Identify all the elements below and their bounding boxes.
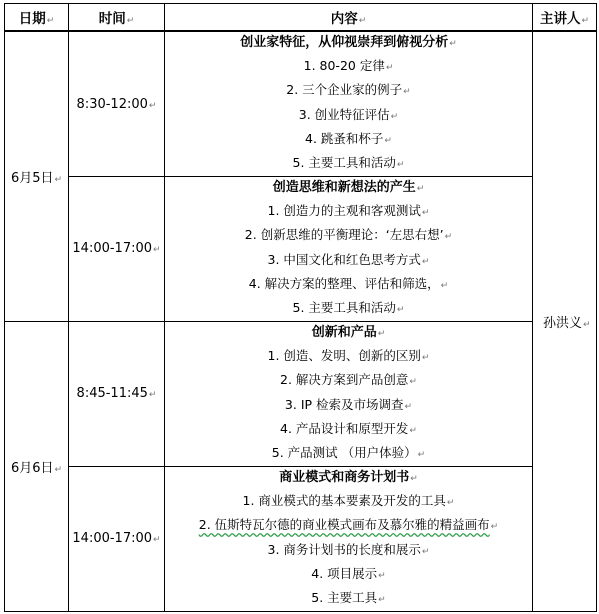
list-item: 2. 三个企业家的例子↵ — [286, 82, 411, 98]
header-time: 时间↵ — [69, 4, 165, 32]
date-cell: 6月5日↵ — [5, 31, 69, 321]
content-cell — [165, 321, 533, 466]
session-title: 创业家特征，从仰视崇拜到俯视分析↵ — [240, 35, 457, 51]
speaker-cell: 孙洪义↵ — [533, 31, 597, 612]
list-item: 1. 创造力的主观和客观测试↵ — [267, 203, 430, 219]
list-item: 3. IP 检索及市场调查↵ — [284, 396, 413, 412]
date-cell: 6月6日↵ — [5, 321, 69, 611]
time-cell: 8:30-12:00↵ — [69, 31, 165, 177]
list-item: 3. 商务计划书的长度和展示↵ — [267, 541, 430, 557]
schedule-table-wrapper — [4, 3, 597, 612]
table-row — [5, 177, 597, 322]
list-item: 5. 产品测试 （用户体验）↵ — [271, 444, 426, 460]
header-row — [5, 4, 597, 32]
list-item: 2. 解决方案到产品创意↵ — [280, 372, 417, 388]
schedule-table — [4, 3, 597, 612]
content-cell — [165, 177, 533, 322]
session-title: 创造思维和新想法的产生↵ — [272, 180, 425, 196]
list-item: 3. 创业特征评估↵ — [298, 106, 399, 122]
list-item: 1. 80-20 定律↵ — [303, 58, 394, 74]
table-row — [5, 466, 597, 611]
content-cell — [165, 466, 533, 611]
content-cell — [165, 31, 533, 177]
list-item: 4. 解决方案的整理、评估和筛选，↵ — [248, 275, 449, 291]
list-item: 1. 创造、发明、创新的区别↵ — [267, 348, 430, 364]
list-item: 3. 中国文化和红色思考方式↵ — [267, 251, 430, 267]
table-row — [5, 31, 597, 177]
session-title: 商业模式和商务计划书↵ — [279, 470, 418, 486]
table-row — [5, 321, 597, 466]
time-cell: 14:00-17:00↵ — [69, 177, 165, 322]
list-item: 2. 伍斯特瓦尔德的商业模式画布及慕尔雅的精益画布↵ — [198, 517, 499, 533]
time-cell: 8:45-11:45↵ — [69, 321, 165, 466]
list-item: 5. 主要工具和活动↵ — [292, 154, 405, 170]
header-speaker: 主讲人↵ — [533, 4, 597, 32]
header-date: 日期↵ — [5, 4, 69, 32]
list-item: 1. 商业模式的基本要素及开发的工具↵ — [242, 493, 455, 509]
session-title: 创新和产品↵ — [311, 325, 386, 341]
list-item: 4. 产品设计和原型开发↵ — [280, 420, 417, 436]
list-item: 4. 跳蚤和杯子↵ — [305, 130, 392, 146]
list-item: 5. 主要工具↵ — [311, 589, 386, 605]
list-item: 5. 主要工具和活动↵ — [292, 299, 405, 315]
list-item: 4. 项目展示↵ — [311, 565, 386, 581]
time-cell: 14:00-17:00↵ — [69, 466, 165, 611]
list-item: 2. 创新思维的平衡理论：‘左思右想’↵ — [244, 227, 453, 243]
header-content: 内容↵ — [165, 4, 533, 32]
